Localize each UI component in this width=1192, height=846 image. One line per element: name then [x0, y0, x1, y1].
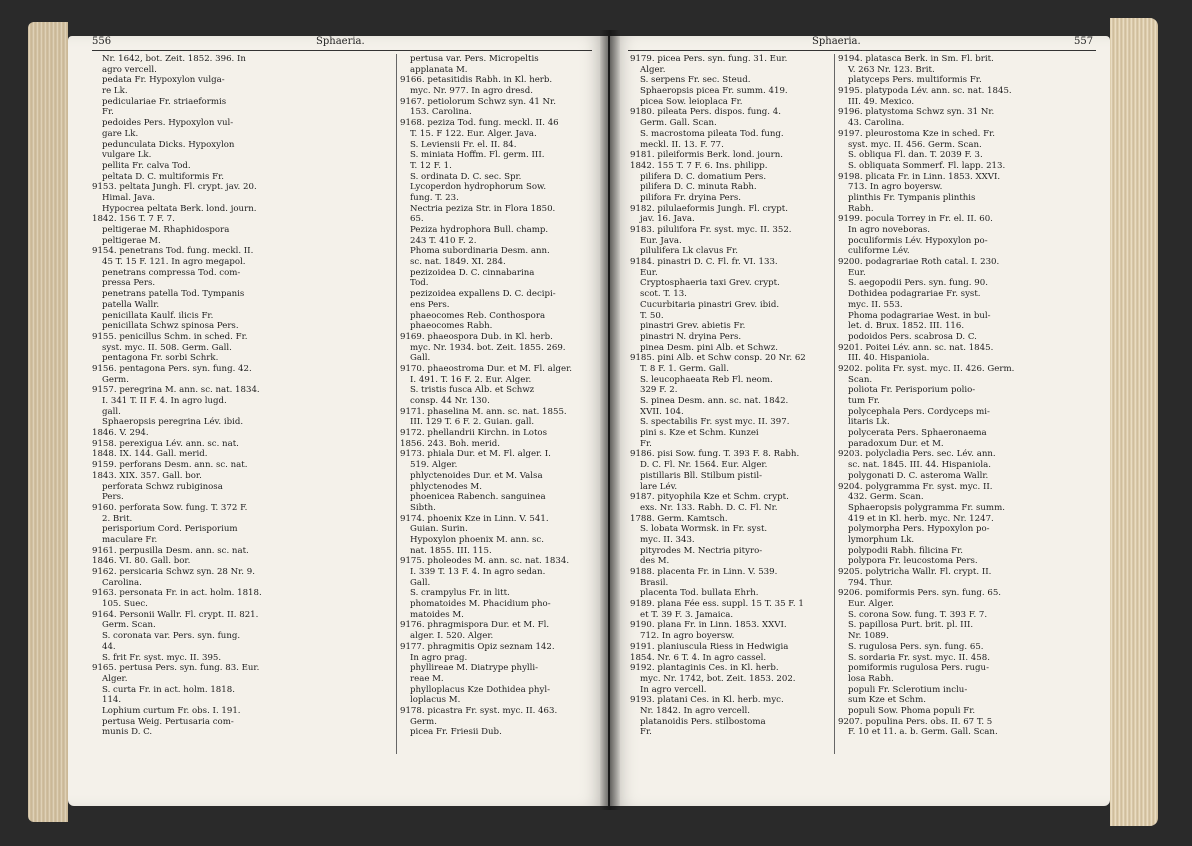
entry-line: tum Fr. — [848, 396, 880, 406]
entry-line: S. obliquata Sommerf. Fl. lapp. 213. — [848, 160, 1006, 171]
entry-line: perisporium Cord. Perisporium — [102, 524, 238, 535]
right-page-number: 557 — [1074, 36, 1094, 47]
entry-line: 105. Suec. — [102, 599, 148, 610]
entry-line: poculiformis Lév. Hypoxylon po- — [848, 235, 988, 246]
entry-line: Alger. — [102, 673, 128, 684]
entry-line: 9157. peregrina M. ann. sc. nat. 1834. — [92, 385, 260, 396]
entry-line: maculare Fr. — [102, 534, 158, 545]
entry-line: let. d. Brux. 1852. III. 116. — [848, 321, 965, 332]
entry-line: Eur. — [640, 267, 658, 278]
entry-line: Lophium curtum Fr. obs. I. 191. — [102, 705, 241, 716]
entry-line: 9198. plicata Fr. in Linn. 1853. XXVI. — [838, 171, 1001, 182]
entry-line: T. 15. F 122. Eur. Alger. Java. — [410, 128, 537, 139]
entry-line: Lycoperdon hydrophorum Sow. — [410, 182, 547, 193]
entry-line: 9163. personata Fr. in act. holm. 1818. — [92, 588, 262, 599]
right-running-title: Sphaeria. — [812, 36, 861, 47]
entry-line: pini s. Kze et Schm. Kunzei — [640, 428, 759, 439]
entry-line: Fr. — [640, 438, 652, 449]
entry-line: 712. In agro boyersw. — [640, 631, 735, 642]
entry-line: Pers. — [102, 492, 124, 503]
entry-line: S. spectabilis Fr. syst myc. II. 397. — [640, 417, 790, 428]
left-header-rule — [92, 50, 592, 51]
entry-line: myc. Nr. 977. In agro dresd. — [410, 86, 533, 97]
entry-line: pentagona Fr. sorbi Schrk. — [102, 353, 219, 364]
entry-line: 9183. pilulifora Fr. syst. myc. II. 352. — [630, 225, 792, 235]
entry-line: Gall. — [410, 353, 431, 364]
entry-line: S. ordinata D. C. sec. Spr. — [410, 171, 522, 182]
entry-line: populi Sow. Phoma populi Fr. — [848, 705, 976, 716]
entry-line: myc. II. 343. — [640, 534, 695, 545]
entry-line: 9172. phellandrii Kirchn. in Lotos — [400, 428, 548, 439]
entry-line: 9169. phaeospora Dub. in Kl. herb. — [400, 331, 553, 342]
entry-line: 1788. Germ. Kamtsch. — [630, 513, 728, 524]
entry-line: Fr. — [640, 727, 652, 738]
entry-line: 2. Brit. — [102, 513, 133, 524]
entry-line: pomiformis rugulosa Pers. rugu- — [848, 663, 989, 674]
entry-line: 9193. platani Ces. in Kl. herb. myc. — [630, 695, 784, 706]
entry-line: 9199. pocula Torrey in Fr. el. II. 60. — [838, 214, 993, 225]
entry-line: Eur. Alger. — [848, 599, 894, 610]
entry-line: pityrodes M. Nectria pityro- — [640, 545, 763, 556]
entry-line: 9190. plana Fr. in Linn. 1853. XXVI. — [630, 620, 787, 631]
entry-line: Germ. Gall. Scan. — [640, 118, 717, 129]
entry-line: pinastri N. dryina Pers. — [640, 331, 742, 342]
entry-line: plinthis Fr. Tympanis plinthis — [848, 192, 976, 203]
entry-line: 1854. Nr. 6 T. 4. In agro cassel. — [630, 652, 767, 663]
entry-line: myc. Nr. 1934. bot. Zeit. 1855. 269. — [410, 342, 566, 353]
entry-line: 9155. penicillus Schm. in sched. Fr. — [92, 331, 248, 342]
entry-line: 9159. perforans Desm. ann. sc. nat. — [92, 460, 248, 471]
entry-line: 419 et in Kl. herb. myc. Nr. 1247. — [848, 513, 994, 524]
entry-line: 9162. persicaria Schwz syn. 28 Nr. 9. — [92, 567, 255, 577]
entry-line: 9154. penetrans Tod. fung. meckl. II. — [92, 246, 254, 257]
entry-line: peltata D. C. multiformis Fr. — [102, 171, 224, 182]
entry-line: exs. Nr. 133. Rabh. D. C. Fl. Nr. — [640, 502, 778, 513]
entry-line: populi Fr. Sclerotium inclu- — [848, 684, 968, 695]
entry-line: 9203. polycladia Pers. sec. Lév. ann. — [838, 449, 996, 460]
entry-line: Germ. — [102, 374, 129, 385]
entry-line: polymorpha Pers. Hypoxylon po- — [848, 524, 990, 535]
entry-line: Germ. — [410, 716, 437, 727]
entry-line: S. aegopodii Pers. syn. fung. 90. — [848, 278, 988, 289]
entry-line: 43. Carolina. — [848, 118, 905, 129]
entry-line: 9153. peltata Jungh. Fl. crypt. jav. 20. — [92, 182, 257, 193]
entry-line: Alger. — [640, 64, 666, 75]
entry-line: myc. II. 553. — [848, 299, 903, 310]
entry-line: matoides M. — [410, 609, 464, 620]
entry-line: 9165. pertusa Pers. syn. fung. 83. Eur. — [92, 663, 260, 674]
entry-line: 114. — [102, 695, 122, 706]
entry-line: Sphaeropsis peregrina Lév. ibid. — [102, 417, 244, 428]
entry-line: penicillata Schwz spinosa Pers. — [102, 321, 239, 332]
entry-line: S. serpens Fr. sec. Steud. — [640, 75, 751, 86]
entry-line: penetrans patella Tod. Tympanis — [102, 289, 245, 300]
right-page-edges — [1110, 18, 1158, 826]
entry-line: 9187. pityophila Kze et Schm. crypt. — [630, 492, 789, 503]
entry-line: et T. 39 F. 3. Jamaica. — [640, 609, 734, 620]
entry-line: S. Leviensii Fr. el. II. 84. — [410, 139, 517, 150]
right-page-column-1 — [630, 54, 830, 738]
entry-line: 9182. pilulaeformis Jungh. Fl. crypt. — [630, 203, 788, 214]
entry-line: 9173. phiala Dur. et M. Fl. alger. I. — [400, 449, 551, 460]
entry-line: agro vercell. — [102, 64, 157, 75]
entry-line: S. miniata Hoffm. Fl. germ. III. — [410, 150, 545, 161]
entry-line: Nectria peziza Str. in Flora 1850. — [410, 203, 556, 214]
entry-line: 9196. platystoma Schwz syn. 31 Nr. — [838, 107, 995, 118]
entry-line: losa Rabh. — [848, 673, 894, 684]
entry-line: phlyctenoides Dur. et M. Valsa — [410, 470, 543, 481]
entry-line: sc. nat. 1849. XI. 284. — [410, 257, 506, 268]
entry-line: 9186. pisi Sow. fung. T. 393 F. 8. Rabh. — [630, 449, 800, 460]
entry-line: 1843. XIX. 357. Gall. bor. — [92, 470, 202, 481]
entry-line: Sibth. — [410, 502, 436, 513]
entry-line: fung. T. 23. — [410, 192, 459, 203]
entry-line: 9161. perpusilla Desm. ann. sc. nat. — [92, 545, 249, 556]
entry-line: polypora Fr. leucostoma Pers. — [848, 556, 978, 567]
entry-line: S. leucophaeata Reb Fl. neom. — [640, 374, 773, 385]
entry-line: Phoma subordinaria Desm. ann. — [410, 246, 550, 257]
entry-line: picea Sow. leioplaca Fr. — [640, 96, 743, 107]
entry-line: polycerata Pers. Sphaeronaema — [848, 428, 987, 439]
entry-line: 243 T. 410 F. 2. — [410, 235, 477, 246]
entry-line: 9180. pileata Pers. dispos. fung. 4. — [630, 107, 781, 118]
entry-line: pinea Desm. pini Alb. et Schwz. — [640, 342, 779, 353]
entry-line: 9197. pleurostoma Kze in sched. Fr. — [838, 128, 995, 139]
entry-line: S. obliqua Fl. dan. T. 2039 F. 3. — [848, 150, 983, 161]
entry-line: Scan. — [848, 374, 873, 385]
entry-line: Hypoxylon phoenix M. ann. sc. — [410, 534, 544, 545]
entry-line: Nr. 1089. — [848, 631, 889, 642]
entry-line: penicillata Kaulf. ilicis Fr. — [102, 310, 214, 321]
entry-line: 9175. pholeodes M. ann. sc. nat. 1834. — [400, 556, 570, 567]
entry-line: 9207. populina Pers. obs. II. 67 T. 5 — [838, 716, 993, 727]
entry-line: alger. I. 520. Alger. — [410, 631, 494, 642]
entry-line: 9188. placenta Fr. in Linn. V. 539. — [630, 567, 778, 577]
entry-line: pistillaris Bll. Stilbum pistil- — [640, 470, 763, 481]
entry-line: pezizoidea D. C. cinnabarina — [410, 267, 535, 278]
entry-line: Germ. Scan. — [102, 620, 156, 631]
entry-line: Peziza hydrophora Bull. champ. — [410, 225, 549, 235]
entry-line: jav. 16. Java. — [640, 214, 695, 225]
entry-line: 9195. platypoda Lév. ann. sc. nat. 1845. — [838, 86, 1012, 97]
entry-line: pressa Pers. — [102, 278, 156, 289]
entry-line: F. 10 et 11. a. b. Germ. Gall. Scan. — [848, 727, 998, 738]
entry-line: 519. Alger. — [410, 460, 458, 471]
entry-line: 9160. perforata Sow. fung. T. 372 F. — [92, 502, 248, 513]
entry-line: nat. 1855. III. 115. — [410, 545, 492, 556]
entry-line: 9206. pomiformis Pers. syn. fung. 65. — [838, 588, 1002, 599]
entry-line: phomatoides M. Phacidium pho- — [410, 599, 551, 610]
entry-line: pertusa var. Pers. Micropeltis — [410, 54, 539, 64]
entry-line: 9205. polytricha Wallr. Fl. crypt. II. — [838, 567, 992, 577]
entry-line: 1846. V. 294. — [92, 428, 149, 439]
entry-line: paradoxum Dur. et M. — [848, 438, 944, 449]
entry-line: XVII. 104. — [640, 406, 684, 417]
entry-line: Phoma podagrariae West. in bul- — [848, 310, 991, 321]
entry-line: 44. — [102, 641, 116, 652]
entry-line: 329 F. 2. — [640, 385, 678, 396]
entry-line: 9200. podagrariae Roth catal. I. 230. — [838, 257, 1000, 268]
entry-line: Cucurbitaria pinastri Grev. ibid. — [640, 299, 780, 310]
entry-line: Rabh. — [848, 203, 874, 214]
entry-line: poliota Fr. Perisporium polio- — [848, 385, 976, 396]
entry-line: 9202. polita Fr. syst. myc. II. 426. Germ. — [838, 363, 1015, 374]
entry-line: III. 40. Hispaniola. — [848, 353, 930, 364]
entry-line: 9177. phragmitis Opiz seznam 142. — [400, 641, 555, 652]
entry-line: S. macrostoma pileata Tod. fung. — [640, 128, 784, 139]
entry-line: vulgare Lk. — [102, 150, 152, 161]
entry-line: loplacus M. — [410, 695, 461, 706]
entry-line: placenta Tod. bullata Ehrh. — [640, 588, 759, 599]
entry-line: 9185. pini Alb. et Schw consp. 20 Nr. 62 — [630, 353, 806, 364]
entry-line: S. coronata var. Pers. syn. fung. — [102, 631, 241, 642]
entry-line: 9168. peziza Tod. fung. meckl. II. 46 — [400, 118, 559, 129]
entry-line: ens Pers. — [410, 299, 450, 310]
entry-line: S. curta Fr. in act. holm. 1818. — [102, 684, 235, 695]
entry-line: applanata M. — [410, 64, 468, 75]
entry-line: gall. — [102, 406, 121, 417]
right-page-column-2 — [838, 54, 1100, 738]
right-header-rule — [628, 50, 1096, 51]
entry-line: 713. In agro boyersw. — [848, 182, 943, 193]
entry-line: V. 263 Nr. 123. Brit. — [848, 64, 935, 75]
entry-line: consp. 44 Nr. 130. — [410, 396, 490, 406]
entry-line: pinastri Grev. abietis Fr. — [640, 321, 746, 332]
entry-line: 9176. phragmispora Dur. et M. Fl. — [400, 620, 550, 631]
entry-line: gare Lk. — [102, 128, 139, 139]
entry-line: phoenicea Rabench. sanguinea — [410, 492, 546, 503]
entry-line: S. sordaria Fr. syst. myc. II. 458. — [848, 652, 990, 663]
entry-line: 45 T. 15 F. 121. In agro megapol. — [102, 257, 246, 268]
entry-line: Tod. — [410, 278, 429, 289]
entry-line: platanoidis Pers. stilbostoma — [640, 716, 766, 727]
entry-line: pellita Fr. calva Tod. — [102, 160, 191, 171]
entry-line: I. 339 T. 13 F. 4. In agro sedan. — [410, 567, 546, 577]
entry-line: 794. Thur. — [848, 577, 893, 588]
entry-line: In agro noveboras. — [848, 225, 930, 235]
entry-line: scot. T. 13. — [640, 289, 687, 300]
entry-line: phaeocomes Reb. Conthospora — [410, 310, 546, 321]
entry-line: T. 50. — [640, 310, 664, 321]
entry-line: pilifora Fr. dryina Pers. — [640, 192, 741, 203]
entry-line: picea Fr. Friesii Dub. — [410, 727, 502, 738]
entry-line: 153. Carolina. — [410, 107, 472, 118]
entry-line: phlyctenodes M. — [410, 481, 482, 492]
entry-line: S. papillosa Purt. brit. pl. III. — [848, 620, 974, 631]
entry-line: re Lk. — [102, 86, 128, 97]
entry-line: litaris Lk. — [848, 417, 890, 428]
entry-line: peltigerae M. Rhaphidospora — [102, 225, 230, 235]
entry-line: Carolina. — [102, 577, 142, 588]
entry-line: phylloplacus Kze Dothidea phyl- — [410, 684, 550, 695]
entry-line: Gall. — [410, 577, 431, 588]
entry-line: 65. — [410, 214, 424, 225]
entry-line: In agro prag. — [410, 652, 468, 663]
right-column-separator — [834, 54, 835, 754]
entry-line: 9167. petiolorum Schwz syn. 41 Nr. — [400, 96, 556, 107]
entry-line: pilifera D. C. minuta Rabh. — [640, 182, 757, 193]
entry-line: I. 341 T. II F. 4. In agro lugd. — [102, 396, 227, 406]
left-column-separator — [396, 54, 397, 754]
entry-line: sum Kze et Schm. — [848, 695, 926, 706]
entry-line: S. pinea Desm. ann. sc. nat. 1842. — [640, 396, 789, 406]
entry-line: Cryptosphaeria taxi Grev. crypt. — [640, 278, 780, 289]
entry-line: 9184. pinastri D. C. Fl. fr. VI. 133. — [630, 257, 778, 268]
entry-line: 9156. pentagona Pers. syn. fung. 42. — [92, 363, 252, 374]
entry-line: S. lobata Wormsk. in Fr. syst. — [640, 524, 768, 535]
entry-line: polypodii Rabh. filicina Fr. — [848, 545, 964, 556]
entry-line: T. 8 F. 1. Germ. Gall. — [640, 363, 730, 374]
entry-line: 1842. 156 T. 7 F. 7. — [92, 214, 175, 225]
entry-line: reae M. — [410, 673, 444, 684]
entry-line: S. frit Fr. syst. myc. II. 395. — [102, 652, 222, 663]
entry-line: 1842. 155 T. 7 F. 6. Ins. philipp. — [630, 160, 768, 171]
entry-line: pilifera D. C. domatium Pers. — [640, 171, 767, 182]
entry-line: Fr. — [102, 107, 114, 118]
entry-line: S. crampylus Fr. in litt. — [410, 588, 510, 599]
entry-line: 9192. plantaginis Ces. in Kl. herb. — [630, 663, 779, 674]
entry-line: 9171. phaselina M. ann. sc. nat. 1855. — [400, 406, 567, 417]
entry-line: podoidos Pers. scabrosa D. C. — [848, 331, 977, 342]
entry-line: lare Lév. — [640, 481, 678, 492]
entry-line: Nr. 1842. In agro vercell. — [640, 705, 750, 716]
entry-line: polygonati D. C. asteroma Wallr. — [848, 470, 989, 481]
entry-line: III. 129 T. 6 F. 2. Guian. gall. — [410, 417, 535, 428]
entry-line: T. 12 F. 1. — [410, 160, 452, 171]
entry-line: penetrans compressa Tod. com- — [102, 267, 241, 278]
entry-line: pediculariae Fr. striaeformis — [102, 96, 227, 107]
entry-line: pedunculata Dicks. Hypoxylon — [102, 139, 235, 150]
entry-line: S. tristis fusca Alb. et Schwz — [410, 385, 535, 396]
entry-line: Hypocrea peltata Berk. lond. journ. — [102, 203, 257, 214]
entry-line: pertusa Weig. Pertusaria com- — [102, 716, 234, 727]
entry-line: myc. Nr. 1742, bot. Zeit. 1853. 202. — [640, 673, 796, 684]
entry-line: munis D. C. — [102, 727, 153, 738]
left-page-number: 556 — [92, 36, 112, 47]
entry-line: pedoides Pers. Hypoxylon vul- — [102, 118, 234, 129]
entry-line: Nr. 1642, bot. Zeit. 1852. 396. In — [102, 54, 246, 64]
entry-line: Himal. Java. — [102, 192, 156, 203]
left-running-title: Sphaeria. — [316, 36, 365, 47]
entry-line: 9204. polygramma Fr. syst. myc. II. — [838, 481, 993, 492]
entry-line: 9191. planiuscula Riess in Hedwigia — [630, 641, 789, 652]
entry-line: 1856. 243. Boh. merid. — [400, 438, 501, 449]
entry-line: peltigerae M. — [102, 235, 161, 246]
entry-line: des M. — [640, 556, 670, 567]
entry-line: In agro vercell. — [640, 684, 707, 695]
entry-line: 9174. phoenix Kze in Linn. V. 541. — [400, 513, 549, 524]
entry-line: pilulifera Lk clavus Fr. — [640, 246, 738, 257]
book-gutter — [600, 30, 620, 810]
entry-line: platyceps Pers. multiformis Fr. — [848, 75, 982, 86]
entry-line: 9194. platasca Berk. in Sm. Fl. brit. — [838, 54, 994, 64]
entry-line: 9166. petasitidis Rabh. in Kl. herb. — [400, 75, 553, 86]
entry-line: S. rugulosa Pers. syn. fung. 65. — [848, 641, 984, 652]
entry-line: syst. myc. II. 456. Germ. Scan. — [848, 139, 982, 150]
entry-line: pedata Fr. Hypoxylon vulga- — [102, 75, 225, 86]
entry-line: Guian. Surin. — [410, 524, 468, 535]
entry-line: culiforme Lév. — [848, 246, 910, 257]
entry-line: 9164. Personii Wallr. Fl. crypt. II. 821. — [92, 609, 259, 620]
entry-line: 9181. pileiformis Berk. lond. journ. — [630, 150, 784, 161]
entry-line: I. 491. T. 16 F. 2. Eur. Alger. — [410, 374, 532, 385]
entry-line: III. 49. Mexico. — [848, 96, 915, 107]
entry-line: D. C. Fl. Nr. 1564. Eur. Alger. — [640, 460, 768, 471]
entry-line: perforata Schwz rubiginosa — [102, 481, 223, 492]
entry-line: Eur. — [848, 267, 866, 278]
entry-line: 9189. plana Fée ess. suppl. 15 T. 35 F. 1 — [630, 599, 804, 610]
entry-line: 432. Germ. Scan. — [848, 492, 924, 503]
entry-line: Dothidea podagrariae Fr. syst. — [848, 289, 981, 300]
left-page-edges — [28, 22, 68, 822]
entry-line: 1848. IX. 144. Gall. merid. — [92, 449, 208, 460]
entry-line: lymorphum Lk. — [848, 534, 915, 545]
entry-line: Eur. Java. — [640, 235, 682, 246]
left-page-column-2 — [400, 54, 596, 738]
entry-line: 9179. picea Pers. syn. fung. 31. Eur. — [630, 54, 788, 64]
entry-line: Brasil. — [640, 577, 669, 588]
entry-line: 9178. picastra Fr. syst. myc. II. 463. — [400, 705, 558, 716]
entry-line: polycephala Pers. Cordyceps mi- — [848, 406, 990, 417]
entry-line: S. corona Sow. fung. T. 393 F. 7. — [848, 609, 988, 620]
entry-line: phyllireae M. Diatrype phylli- — [410, 663, 539, 674]
entry-line: sc. nat. 1845. III. 44. Hispaniola. — [848, 460, 991, 471]
entry-line: pezizoidea expallens D. C. decipi- — [410, 289, 556, 300]
entry-line: 9170. phaeostroma Dur. et M. Fl. alger. — [400, 363, 573, 374]
entry-line: 9201. Poitei Lév. ann. sc. nat. 1845. — [838, 342, 994, 353]
left-page-column-1 — [92, 54, 392, 738]
entry-line: Sphaeropsis picea Fr. summ. 419. — [640, 86, 788, 97]
entry-line: Sphaeropsis polygramma Fr. summ. — [848, 502, 1005, 513]
entry-line: phaeocomes Rabh. — [410, 321, 493, 332]
entry-line: patella Wallr. — [102, 299, 160, 310]
entry-line: meckl. II. 13. F. 77. — [640, 139, 724, 150]
entry-line: syst. myc. II. 508. Germ. Gall. — [102, 342, 232, 353]
entry-line: 1846. VI. 80. Gall. bor. — [92, 556, 191, 567]
entry-line: 9158. perexigua Lév. ann. sc. nat. — [92, 438, 239, 449]
